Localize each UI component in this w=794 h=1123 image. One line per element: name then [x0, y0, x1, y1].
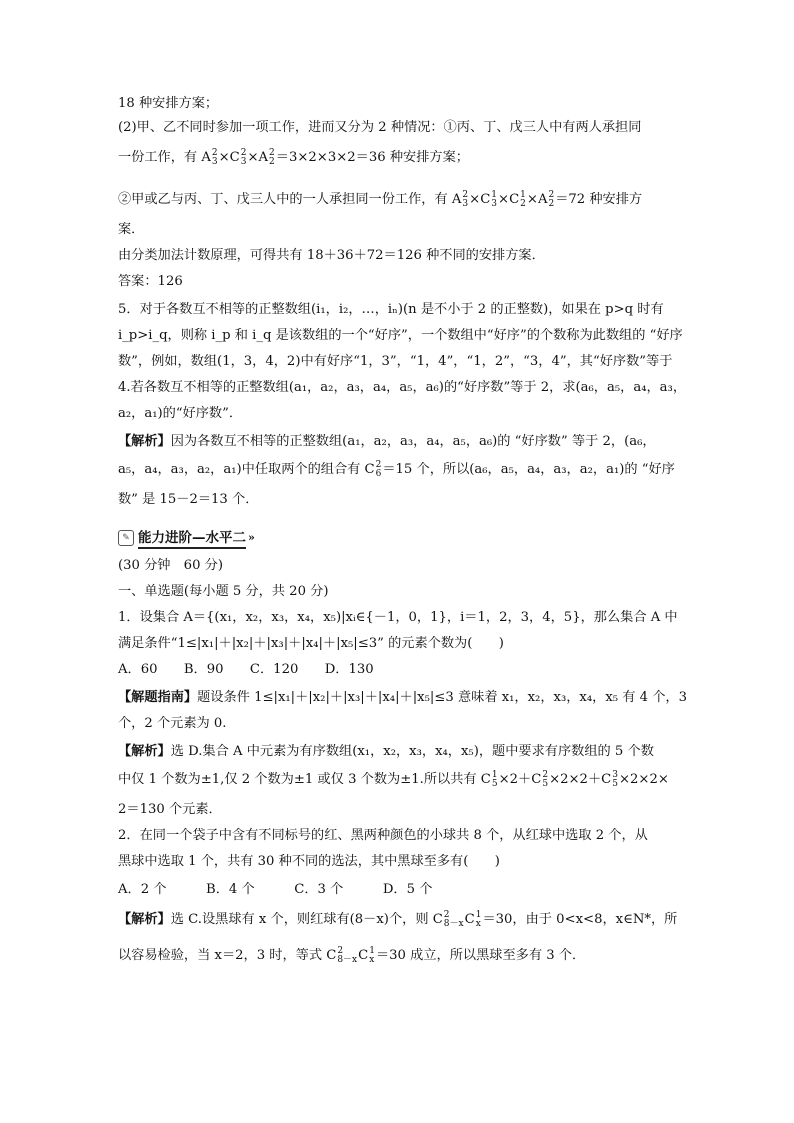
text-line: 数”，例如，数组(1，3，4，2)中有好序“1，3”，“1，4”，“1，2”，“3，4”，其“好序数”等于	[118, 354, 673, 369]
text-line: (30 分钟 60 分)	[118, 558, 223, 573]
text-line: i_p>i_q，则称 i_p 和 i_q 是该数组的一个“好序”，一个数组中“好序”的个数称为此数组的 “好序	[118, 328, 683, 343]
text-line: 案．	[118, 222, 145, 237]
text-line: 一、单选题(每小题 5 分，共 20 分)	[118, 584, 329, 599]
text-line: 黑球中选取 1 个，共有 30 种不同的选法，其中黑球至多有( )	[118, 854, 500, 869]
text-line: 4.若各数互不相等的正整数组(a₁，a₂，a₃，a₄，a₅，a₆)的“好序数”等于 2，求(a₆，a₅，a₄，a₃，	[118, 380, 687, 395]
hint-tag: 【解题指南】	[118, 690, 198, 705]
text-line: 2＝130 个元素．	[118, 802, 222, 817]
analysis-tag: 【解析】	[118, 912, 171, 927]
double-chevron-icon: »	[248, 531, 255, 544]
analysis-tag: 【解析】	[118, 434, 171, 449]
text-line: 【解析】因为各数互不相等的正整数组(a₁，a₂，a₃，a₄，a₅，a₆)的 “好序数” 等于 2，(a₆，	[118, 434, 656, 449]
text-line: 个，2 个元素为 0.	[118, 716, 227, 731]
text-line: ②甲或乙与丙、丁、戊三人中的一人承担同一份工作，有 A 2 3 ×C 1 3 ×C 1 2 ×A 2 2 ＝72 种安排方	[118, 189, 643, 209]
choices: A．2 个 B．4 个 C．3 个 D．5 个	[118, 882, 433, 897]
text-line: 一份工作，有 A 2 3 ×C 2 3 ×A 2 2 ＝3×2×3×2＝36 种安排方案；	[118, 147, 469, 167]
text-line: 【解析】选 C.设黑球有 x 个，则红球有(8－x)个，则 C 2 8－x C 1 x ＝30，由于 0<x<8，x∈N*，所	[118, 909, 678, 929]
text-line: 数” 是 15－2＝13 个．	[118, 492, 259, 507]
problem-5: 5．对于各数互不相等的正整数组(i₁，i₂，…，iₙ)(n 是不小于 2 的正整数)，如果在 p>q 时有	[118, 302, 664, 317]
text-line: 【解题指南】题设条件 1≤|x₁|＋|x₂|＋|x₃|＋|x₄|＋|x₅|≤3 意味着 x₁，x₂，x₃，x₄，x₅ 有 4 个，3	[118, 690, 687, 705]
answer-line: 答案：126	[118, 274, 183, 289]
text-line: (2)甲、乙不同时参加一项工作，进而又分为 2 种情况：①丙、丁、戊三人中有两人承担同	[118, 120, 642, 135]
text-line: 以容易检验，当 x＝2，3 时，等式 C 2 8－x C 1 x ＝30 成立，所以黑球至多有 3 个．	[118, 945, 586, 965]
section-header	[118, 526, 255, 549]
text-line: 【解析】选 D.集合 A 中元素为有序数组(x₁，x₂，x₃，x₄，x₅)，题中要求有序数组的 5 个数	[118, 744, 654, 759]
problem-2: 2．在同一个袋子中含有不同标号的红、黑两种颜色的小球共 8 个，从红球中选取 2 个，从	[118, 828, 648, 843]
choices: A．60 B．90 C．120 D．130	[118, 662, 374, 677]
text-line: a₂，a₁)的“好序数”．	[118, 406, 243, 421]
analysis-tag: 【解析】	[118, 744, 171, 759]
text-line: 中仅 1 个数为±1,仅 2 个数为±1 或仅 3 个数为±1.所以共有 C 1 5 ×2＋C 2 5 ×2×2＋C 3 5 ×2×2×	[118, 769, 669, 789]
text-line: a₅，a₄，a₃，a₂，a₁)中任取两个的组合有 C 2 6 ＝15 个，所以(a₆，a₅，a₄，a₃，a₂，a₁)的 “好序	[118, 459, 675, 479]
text-line: 满足条件“1≤|x₁|＋|x₂|＋|x₃|＋|x₄|＋|x₅|≤3” 的元素个数为( )	[118, 636, 504, 651]
problem-1: 1．设集合 A＝{(x₁，x₂，x₃，x₄，x₅)|xᵢ∈{－1，0，1}，i＝1，2，3，4，5}，那么集合 A 中	[118, 610, 678, 625]
lightbulb-icon: ✎	[118, 530, 134, 546]
section-title: 能力进阶—水平二	[138, 526, 246, 549]
text-line: 18 种安排方案；	[118, 96, 219, 111]
text-line: 由分类加法计数原理，可得共有 18＋36＋72＝126 种不同的安排方案．	[118, 248, 545, 263]
